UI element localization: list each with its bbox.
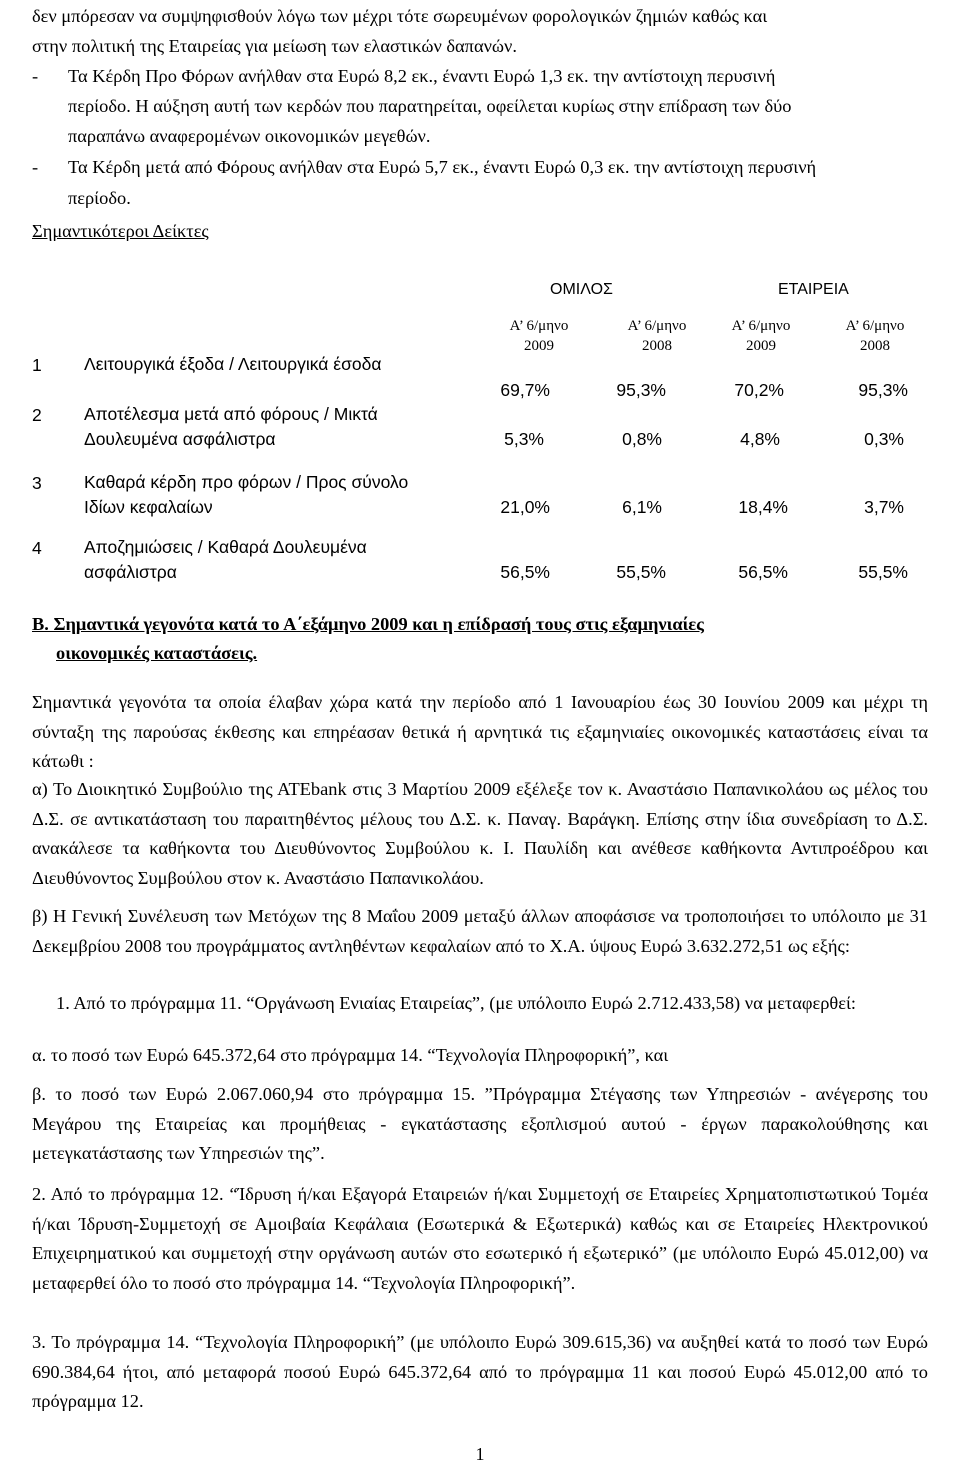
row-value: 55,5% xyxy=(616,562,666,582)
subitem-1-a: α. το ποσό των Ευρώ 645.372,64 στο πρόγραμμα 14. “Τεχνολογία Πληροφορική”, και xyxy=(32,1045,669,1065)
bullet-1-line-1: Τα Κέρδη Προ Φόρων ανήλθαν στα Ευρώ 8,2 εκ., έναντι Ευρώ 1,3 εκ. την αντίστοιχη περυσινή xyxy=(68,66,776,86)
subitem-2: 2. Από το πρόγραμμα 12. “Ίδρυση ή/και Εξαγορά Εταιρειών ή/και Συμμετοχή σε Εταιρείες Χρηματοπιστωτικού Τομέα ή/και Ίδρυση-Συμμετοχή σε Αμοιβαία Κεφάλαια (Εσωτερικά & Εξωτερικά) καθώς και σε Εταιρείες Ηλεκτρονικού Επιχειρηματικού και συμμετοχή στην οργάνωση αυτών στο εσωτερικό ή εξωτερικό” (με υπόλοιπο Ευρώ 45.012,00) να μεταφερθεί όλο το ποσό στο πρόγραμμα 14. “Τεχνολογία Πληροφορική”. xyxy=(32,1184,928,1293)
subitem-1: 1. Από το πρόγραμμα 11. “Οργάνωση Ενιαίας Εταιρείας”, (με υπόλοιπο Ευρώ 2.712.433,58) να μεταφερθεί: xyxy=(56,993,857,1013)
intro-line-2: στην πολιτική της Εταιρείας για μείωση των ελαστικών δαπανών. xyxy=(32,36,517,56)
subitem-1-b: β. το ποσό των Ευρώ 2.067.060,94 στο πρόγραμμα 15. ”Πρόγραμμα Στέγασης των Υπηρεσιών - ανέγερσης του Μεγάρου της Εταιρείας και προμήθειας - εγκατάστασης εξοπλισμού αυτού - έργων παρακολούθησης και μετεγκατάστασης των Υπηρεσιών της”. xyxy=(32,1084,928,1163)
row-value: 56,5% xyxy=(500,562,550,582)
row-label: Ιδίων κεφαλαίων xyxy=(84,497,213,517)
row-value: 3,7% xyxy=(864,497,904,517)
indicators-heading: Σημαντικότεροι Δείκτες xyxy=(32,221,209,241)
page-number: 1 xyxy=(475,1444,485,1464)
row-value: 5,3% xyxy=(504,429,544,449)
section-b-title-line-1: Β. Σημαντικά γεγονότα κατά το Α΄εξάμηνο 2009 και η επίδρασή τους στις εξαμηνιαίες xyxy=(32,614,704,634)
row-value: 4,8% xyxy=(740,429,780,449)
column-header: Α’ 6/μηνο 2009 xyxy=(509,318,569,354)
section-b-intro: Σημαντικά γεγονότα τα οποία έλαβαν χώρα κατά την περίοδο από 1 Ιανουαρίου έως 30 Ιουνίου 2009 και μέχρι τη σύνταξη της παρούσας έκθεσης και επηρέασαν θετικά ή αρνητικά τις εξαμηνιαίες οικονομικές καταστάσεις είναι τα κάτωθι : xyxy=(32,692,928,771)
group-header-omilos: ΟΜΙΛΟΣ xyxy=(550,281,613,298)
intro-line-1: δεν μπόρεσαν να συμψηφισθούν λόγω των μέχρι τότε σωρευμένων φορολογικών ζημιών καθώς και xyxy=(32,6,768,26)
row-number: 3 xyxy=(32,473,42,493)
row-value: 95,3% xyxy=(858,380,908,400)
row-value: 95,3% xyxy=(616,380,666,400)
row-value: 70,2% xyxy=(734,380,784,400)
bullet-1-line-2: περίοδο. Η αύξηση αυτή των κερδών που παρατηρείται, οφείλεται κυρίως στην επίδραση των δύο xyxy=(68,96,792,116)
subitem-3: 3. Το πρόγραμμα 14. “Τεχνολογία Πληροφορική” (με υπόλοιπο Ευρώ 309.615,36) να αυξηθεί κατά το ποσό των Ευρώ 690.384,64 ήτοι, από μεταφορά ποσού Ευρώ 645.372,64 από το πρόγραμμα 11 και ποσού Ευρώ 45.012,00 από το πρόγραμμα 12. xyxy=(32,1332,928,1411)
section-b-item-b: β) Η Γενική Συνέλευση των Μετόχων της 8 Μαΐου 2009 μεταξύ άλλων αποφάσισε να τροποποιήσει το υπόλοιπο με 31 Δεκεμβρίου 2008 του προγράμματος αντληθέντων κεφαλαίων από το Χ.Α. ύψους Ευρώ 3.632.272,51 ως εξής: xyxy=(32,906,928,956)
column-header: Α’ 6/μηνο 2009 xyxy=(731,318,791,354)
row-label: Καθαρά κέρδη προ φόρων / Προς σύνολο xyxy=(84,472,409,492)
bullet-1-line-3: παραπάνω αναφερομένων οικονομικών μεγεθών. xyxy=(68,126,431,146)
row-value: 21,0% xyxy=(500,497,550,517)
row-value: 55,5% xyxy=(858,562,908,582)
bullet-dash: - xyxy=(32,157,39,177)
row-number: 2 xyxy=(32,405,42,425)
row-value: 69,7% xyxy=(500,380,550,400)
row-label: Δουλευμένα ασφάλιστρα xyxy=(84,429,276,449)
row-label: Λειτουργικά έξοδα / Λειτουργικά έσοδα xyxy=(84,354,382,374)
section-b-title-line-2: οικονομικές καταστάσεις. xyxy=(56,643,258,663)
row-label: Αποζημιώσεις / Καθαρά Δουλευμένα xyxy=(84,537,367,557)
column-header: Α’ 6/μηνο 2008 xyxy=(845,318,905,354)
row-label: Αποτέλεσμα μετά από φόρους / Μικτά xyxy=(84,404,378,424)
column-header: Α’ 6/μηνο 2008 xyxy=(627,318,687,354)
row-value: 18,4% xyxy=(738,497,788,517)
bullet-dash: - xyxy=(32,66,39,86)
row-value: 0,8% xyxy=(622,429,662,449)
bullet-2-line-1: Τα Κέρδη μετά από Φόρους ανήλθαν στα Ευρώ 5,7 εκ., έναντι Ευρώ 0,3 εκ. την αντίστοιχη περυσινή xyxy=(68,157,817,177)
bullet-2-line-2: περίοδο. xyxy=(68,188,131,208)
row-value: 56,5% xyxy=(738,562,788,582)
group-header-etaireia: ΕΤΑΙΡΕΙΑ xyxy=(778,281,849,298)
row-value: 0,3% xyxy=(864,429,904,449)
row-value: 6,1% xyxy=(622,497,662,517)
row-label: ασφάλιστρα xyxy=(84,562,177,582)
row-number: 4 xyxy=(32,538,42,558)
row-number: 1 xyxy=(32,355,42,375)
section-b-item-a: α) Το Διοικητικό Συμβούλιο της ΑΤΕbank στις 3 Μαρτίου 2009 εξέλεξε τον κ. Αναστάσιο Παπανικολάου ως μέλος του Δ.Σ. σε αντικατάσταση του παραιτηθέντος μέλους του Δ.Σ. κ. Παναγ. Βαράγκη. Επίσης στην ίδια συνεδρίαση το Δ.Σ. ανακάλεσε τα καθήκοντα του Διευθύνοντος Συμβούλου κ. Ι. Παυλίδη και ανέθεσε καθήκοντα Αντιπροέδρου και Διευθύνοντος Συμβούλου στον κ. Αναστάσιο Παπανικολάου. xyxy=(32,779,928,888)
